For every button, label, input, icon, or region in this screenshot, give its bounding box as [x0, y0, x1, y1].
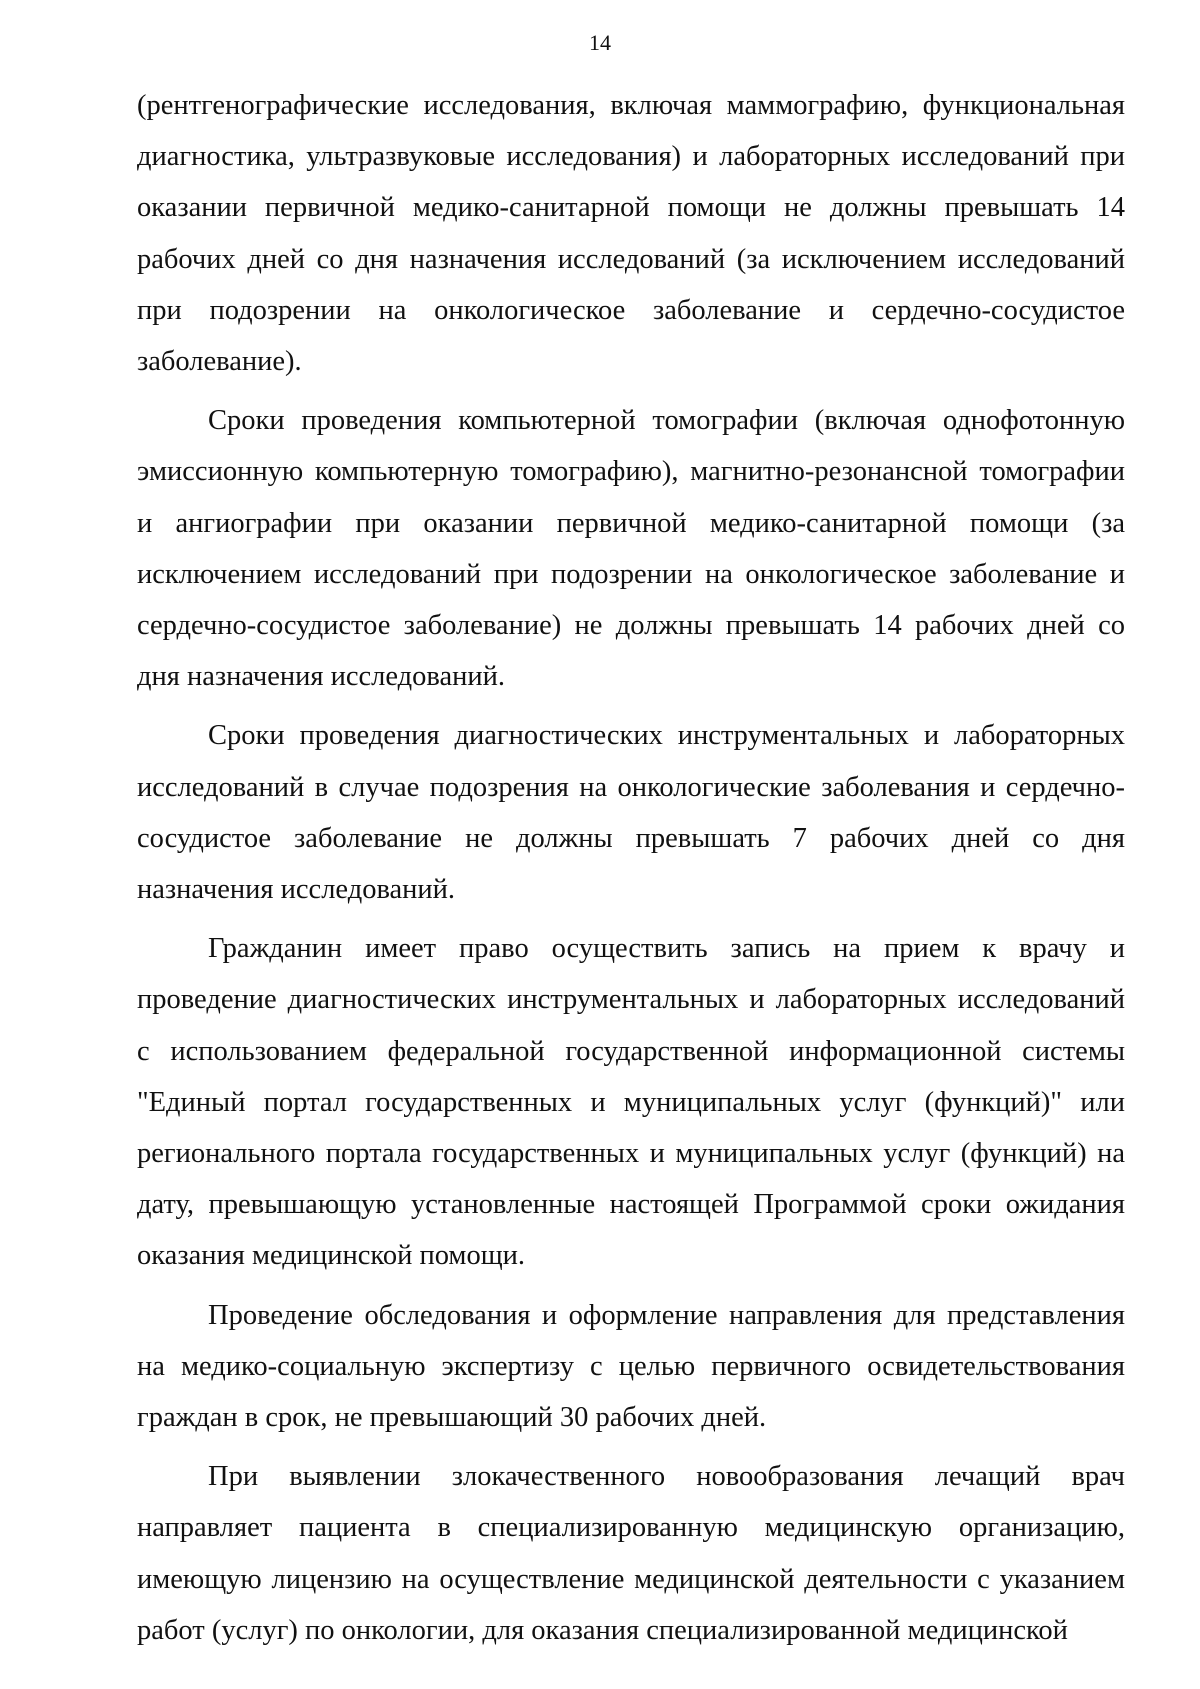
document-body: [137, 80, 1125, 1656]
paragraph-malignant-neoplasm-referral: При выявлении злокачественного новообразования лечащий врач направляет пациента в специализированную медицинскую организацию, имеющую лицензию на осуществление медицинской деятельности с указанием работ (услуг) по онкологии, для оказания специализированной медицинской: [137, 1461, 1125, 1646]
paragraph-oncology-diagnostics-deadlines: Сроки проведения диагностических инструментальных и лабораторных исследований в случае подозрения на онкологические заболевания и сердечно-сосудистое заболевание не должны превышать 7 рабочих дней со дня назначения исследований.: [137, 720, 1125, 906]
paragraph-online-appointment-right: Гражданин имеет право осуществить запись на прием к врачу и проведение диагностических инструментальных и лабораторных исследований с использованием федеральной государственной информационной системы "Единый портал государственных и муниципальных услуг (функций)" или регионального портала государственных и муниципальных услуг (функций) на дату, превышающую установленные настоящей Программой сроки ожидания оказания медицинской помощи.: [137, 933, 1125, 1272]
page-number: 14: [589, 30, 611, 55]
paragraph-continuation: (рентгенографические исследования, включая маммографию, функциональная диагностика, ультразвуковые исследования) и лабораторных исследований при оказании первичной медико-санитарной помощи не должны превышать 14 рабочих дней со дня назначения исследований (за исключением исследований при подозрении на онкологическое заболевание и сердечно-сосудистое заболевание).: [137, 90, 1125, 378]
paragraph-medical-social-expertise: Проведение обследования и оформление направления для представления на медико-социальную экспертизу с целью первичного освидетельствования граждан в срок, не превышающий 30 рабочих дней.: [137, 1299, 1125, 1434]
paragraph-ct-mri-deadlines: Сроки проведения компьютерной томографии (включая однофотонную эмиссионную компьютерную томографию), магнитно-резонансной томографии и ангиографии при оказании первичной медико-санитарной помощи (за исключением исследований при подозрении на онкологическое заболевание и сердечно-сосудистое заболевание) не должны превышать 14 рабочих дней со дня назначения исследований.: [137, 405, 1125, 693]
